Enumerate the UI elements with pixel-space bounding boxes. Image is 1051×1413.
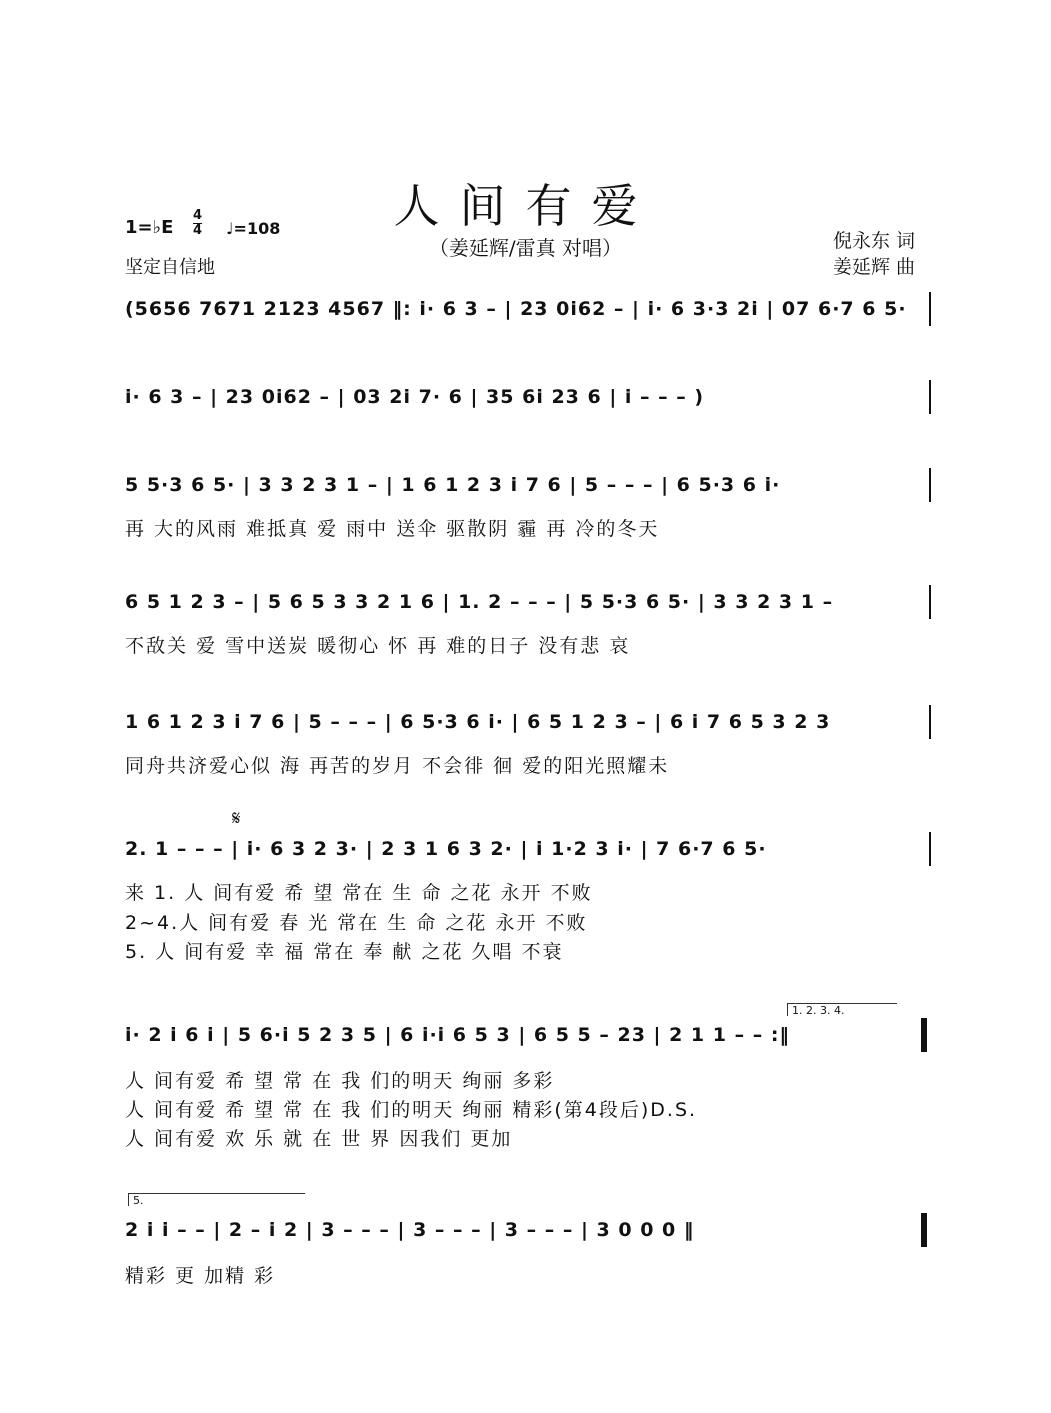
- score-system-2: [125, 380, 931, 420]
- score-system-6: [125, 832, 931, 962]
- score-system-3: [125, 468, 931, 548]
- notation-line: 6 5 1 2 3 – | 5 6 5 3 3 2 1 6 | 1. 2 – – – | 5 5·3 6 5· | 3 3 2 3 1 –: [125, 591, 834, 613]
- notation-line: 1 6 1 2 3 i 7 6 | 5 – – – | 6 5·3 6 i· | 6 5 1 2 3 – | 6 i 7 6 5 3 2 3: [125, 711, 831, 733]
- song-title: 人间有爱: [393, 179, 658, 233]
- barline: [929, 380, 931, 414]
- lyrics-verse-5: 5. 人 间有爱 幸 福 常在 奉 献 之花 久唱 不衰: [125, 941, 564, 963]
- expression-marking: 坚定自信地: [125, 257, 215, 278]
- score-system-1: [125, 292, 931, 332]
- notation-line: 2 i i – – | 2 – i 2 | 3 – – – | 3 – – – | 3 – – – | 3 0 0 0 ‖: [125, 1219, 695, 1241]
- lyricist-credit: 倪永东 词: [833, 230, 916, 252]
- barline: [929, 832, 931, 866]
- key-signature: 1=♭E: [125, 217, 174, 238]
- barline: [929, 292, 931, 326]
- time-signature: 4 4: [193, 208, 203, 238]
- lyrics-line: 同舟共济爱心似 海 再苦的岁月 不会徘 徊 爱的阳光照耀未: [125, 755, 670, 777]
- segno-sign: 𝄋: [232, 806, 241, 830]
- score-system-8: [125, 1213, 931, 1293]
- lyrics-verse-2-4: 2~4.人 间有爱 春 光 常在 生 命 之花 永开 不败: [125, 912, 588, 934]
- lyrics-verse-1: 来 1. 人 间有爱 希 望 常在 生 命 之花 永开 不败: [125, 882, 593, 904]
- score-system-5: [125, 705, 931, 785]
- notation-line: i· 2 i 6 i | 5 6·i 5 2 3 5 | 6 i·i 6 5 3 | 6 5 5 – 23 | 2 1 1 – – :‖: [125, 1024, 790, 1046]
- barline: [929, 705, 931, 739]
- lyrics-line: 不敌关 爱 雪中送炭 暖彻心 怀 再 难的日子 没有悲 哀: [125, 635, 631, 657]
- notation-line: (5656 7671 2123 4567 ‖: i· 6 3 – | 23 0i62 – | i· 6 3·3 2i | 07 6·7 6 5·: [125, 298, 907, 320]
- tempo-marking: ♩=108: [226, 219, 281, 238]
- notation-line: 5 5·3 6 5· | 3 3 2 3 1 – | 1 6 1 2 3 i 7 6 | 5 – – – | 6 5·3 6 i·: [125, 474, 781, 496]
- notation-line: i· 6 3 – | 23 0i62 – | 03 2i 7· 6 | 35 6i 23 6 | i – – – ): [125, 386, 705, 408]
- lyrics-line: 再 大的风雨 难抵真 爱 雨中 送伞 驱散阴 霾 再 冷的冬天: [125, 518, 660, 540]
- lyrics-verse-2-4: 人 间有爱 希 望 常 在 我 们的明天 绚丽 精彩(第4段后)D.S.: [125, 1099, 698, 1121]
- barline: [929, 585, 931, 619]
- score-system-4: [125, 585, 931, 665]
- lyrics-line: 精彩 更 加精 彩: [125, 1265, 276, 1287]
- lyrics-verse-1: 人 间有爱 希 望 常 在 我 们的明天 绚丽 多彩: [125, 1070, 555, 1092]
- performers-subtitle: （姜延辉/雷真 对唱）: [428, 236, 623, 260]
- notation-line: 2. 1 – – – | i· 6 3 2 3· | 2 3 1 6 3 2· | i 1·2 3 i· | 7 6·7 6 5·: [125, 838, 767, 860]
- barline: [929, 468, 931, 502]
- repeat-end-barline: [921, 1018, 927, 1052]
- volta-bracket-1: 1. 2. 3. 4.: [787, 1003, 897, 1016]
- lyrics-verse-5: 人 间有爱 欢 乐 就 在 世 界 因我们 更加: [125, 1128, 513, 1150]
- final-barline: [921, 1213, 927, 1247]
- volta-bracket-2: 5.: [128, 1193, 305, 1206]
- composer-credit: 姜延辉 曲: [833, 256, 916, 278]
- score-system-7: [125, 1018, 931, 1148]
